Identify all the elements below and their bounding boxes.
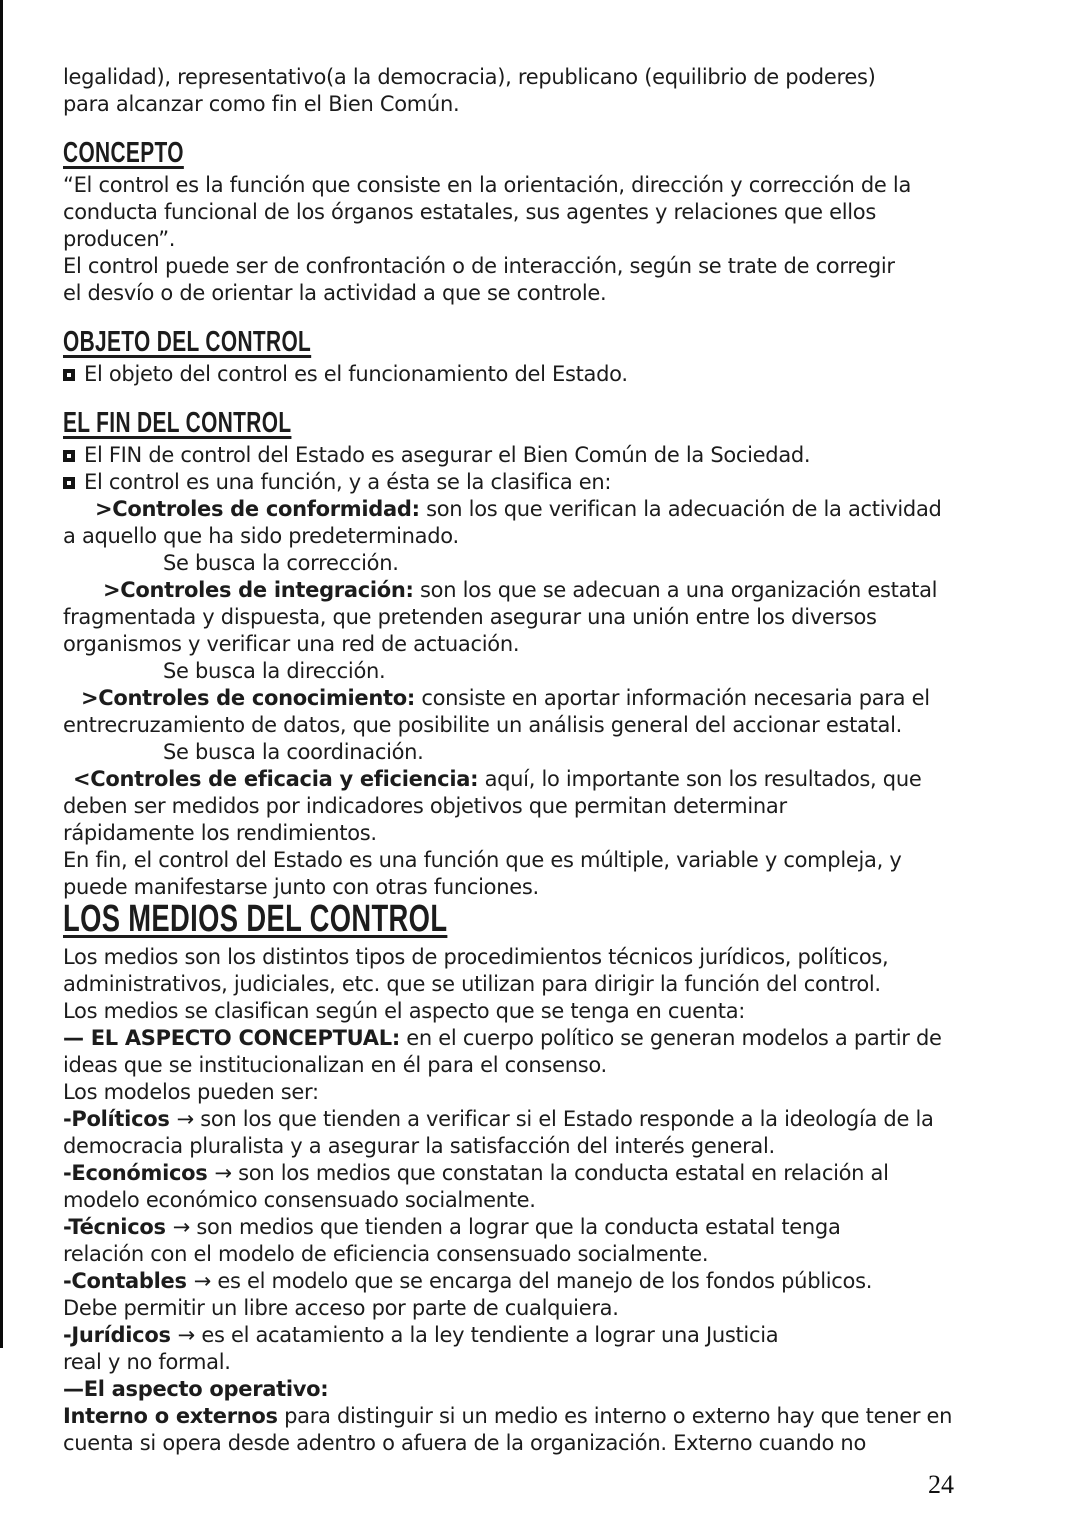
bold-text-segment: -Contables: [63, 1269, 194, 1293]
text-segment: aquí, lo importante son los resultados, que: [478, 767, 922, 791]
bold-text-segment: >Controles de integración:: [103, 578, 414, 602]
text-line: [63, 1403, 1030, 1430]
text-segment: a aquello que ha sido predeterminado.: [63, 524, 459, 548]
text-line: [103, 577, 1030, 604]
text-line: [63, 1052, 1030, 1079]
text-segment: son los que verifican la adecuación de la actividad: [419, 497, 942, 521]
text-line: [73, 766, 1030, 793]
text-line: [63, 874, 1030, 901]
text-line: [63, 1106, 1030, 1133]
section-heading-text: EL FIN DEL CONTROL: [63, 407, 292, 439]
text-line: [63, 998, 1030, 1025]
text-line: [63, 1430, 1030, 1457]
text-segment: “El control es la función que consiste en la orientación, dirección y corrección de la: [63, 173, 912, 197]
text-line: [63, 253, 1030, 280]
text-segment: fragmentada y dispuesta, que pretenden asegurar una unión entre los diversos: [63, 605, 877, 629]
text-line: [63, 91, 1030, 118]
section-heading: [63, 898, 1030, 944]
text-line: [63, 793, 1030, 820]
text-segment: El objeto del control es el funcionamiento del Estado.: [84, 362, 628, 386]
text-segment: El FIN de control del Estado es asegurar el Bien Común de la Sociedad.: [84, 443, 811, 467]
text-segment: consiste en aportar información necesaria para el: [414, 686, 930, 710]
text-line: [63, 172, 1030, 199]
text-segment: ideas que se institucionalizan en él para el consenso.: [63, 1053, 607, 1077]
paragraph-spacer: [63, 307, 1030, 327]
text-segment: legalidad), representativo(a la democracia), republicano (equilibrio de poderes): [63, 65, 876, 89]
section-heading: [63, 327, 1030, 361]
text-line: [63, 1160, 1030, 1187]
text-line: [63, 971, 1030, 998]
section-heading: [63, 138, 1030, 172]
text-line: [63, 1349, 1030, 1376]
section-heading-text: LOS MEDIOS DEL CONTROL: [63, 898, 448, 940]
section-heading: [63, 408, 1030, 442]
text-line: [63, 64, 1030, 91]
text-segment: el desvío o de orientar la actividad a que se controle.: [63, 281, 607, 305]
bold-text-segment: — EL ASPECTO CONCEPTUAL:: [63, 1026, 400, 1050]
text-segment: deben ser medidos por indicadores objetivos que permitan determinar: [63, 794, 787, 818]
text-segment: Debe permitir un libre acceso por parte de cualquiera.: [63, 1296, 619, 1320]
bullet-item: [63, 361, 1030, 388]
text-line: [63, 1079, 1030, 1106]
text-line: [63, 1133, 1030, 1160]
text-line: [63, 820, 1030, 847]
text-line: [63, 1187, 1030, 1214]
bold-text-segment: <Controles de eficacia y eficiencia:: [73, 767, 479, 791]
text-line: [63, 1025, 1030, 1052]
text-line: [81, 685, 1030, 712]
text-line: [63, 1241, 1030, 1268]
text-segment: → es el acatamiento a la ley tendiente a lograr una Justicia: [177, 1323, 779, 1347]
text-segment: modelo económico consensuado socialmente.: [63, 1188, 536, 1212]
bold-text-segment: >Controles de conformidad:: [95, 497, 420, 521]
text-segment: producen”.: [63, 227, 176, 251]
text-line: [63, 944, 1030, 971]
section-heading-text: OBJETO DEL CONTROL: [63, 326, 312, 358]
paragraph-spacer: [63, 118, 1030, 138]
bold-text-segment: -Económicos: [63, 1161, 215, 1185]
section-heading-text: CONCEPTO: [63, 137, 184, 169]
text-line: [63, 1268, 1030, 1295]
text-line: [63, 604, 1030, 631]
text-segment: para alcanzar como fin el Bien Común.: [63, 92, 460, 116]
text-line: [163, 739, 1030, 766]
text-line: [63, 712, 1030, 739]
bold-text-segment: Interno o externos: [63, 1404, 278, 1428]
text-line: [95, 496, 1030, 523]
text-segment: Se busca la corrección.: [163, 551, 399, 575]
text-segment: Se busca la coordinación.: [163, 740, 424, 764]
text-segment: en el cuerpo político se generan modelos a partir de: [399, 1026, 942, 1050]
square-bullet-icon: [63, 477, 75, 489]
text-segment: Se busca la dirección.: [163, 659, 386, 683]
text-segment: → son los que tienden a verificar si el Estado responde a la ideología de la: [176, 1107, 934, 1131]
content: [63, 64, 1030, 1457]
text-segment: Los modelos pueden ser:: [63, 1080, 319, 1104]
text-segment: → es el modelo que se encarga del manejo de los fondos públicos.: [193, 1269, 873, 1293]
text-segment: El control es una función, y a ésta se la clasifica en:: [84, 470, 612, 494]
text-line: [63, 199, 1030, 226]
text-segment: Los medios se clasifican según el aspecto que se tenga en cuenta:: [63, 999, 746, 1023]
bold-text-segment: -Políticos: [63, 1107, 177, 1131]
text-line: [163, 658, 1030, 685]
text-line: [63, 226, 1030, 253]
text-line: [163, 550, 1030, 577]
text-segment: para distinguir si un medio es interno o externo hay que tener en: [277, 1404, 953, 1428]
text-line: [63, 523, 1030, 550]
page-number: 24: [928, 1470, 954, 1499]
text-segment: relación con el modelo de eficiencia consensuado socialmente.: [63, 1242, 709, 1266]
text-line: [63, 280, 1030, 307]
text-segment: rápidamente los rendimientos.: [63, 821, 377, 845]
text-line: [63, 1214, 1030, 1241]
text-segment: puede manifestarse junto con otras funciones.: [63, 875, 539, 899]
bold-text-segment: —El aspecto operativo:: [63, 1377, 329, 1401]
text-segment: administrativos, judiciales, etc. que se utilizan para dirigir la función del control.: [63, 972, 881, 996]
square-bullet-icon: [63, 369, 75, 381]
text-segment: cuenta si opera desde adentro o afuera de la organización. Externo cuando no: [63, 1431, 866, 1455]
text-segment: → son medios que tienden a lograr que la conducta estatal tenga: [172, 1215, 841, 1239]
text-line: [63, 1376, 1030, 1403]
square-bullet-icon: [63, 450, 75, 462]
bold-text-segment: -Técnicos: [63, 1215, 173, 1239]
text-segment: organismos y verificar una red de actuación.: [63, 632, 520, 656]
bullet-item: [63, 442, 1030, 469]
text-line: [63, 1295, 1030, 1322]
text-segment: → son los medios que constatan la conducta estatal en relación al: [214, 1161, 889, 1185]
text-segment: real y no formal.: [63, 1350, 231, 1374]
text-line: [63, 847, 1030, 874]
bullet-item: [63, 469, 1030, 496]
text-line: [63, 1322, 1030, 1349]
text-segment: democracia pluralista y a asegurar la satisfacción del interés general.: [63, 1134, 775, 1158]
bold-text-segment: >Controles de conocimiento:: [81, 686, 415, 710]
bold-text-segment: -Jurídicos: [63, 1323, 178, 1347]
text-segment: entrecruzamiento de datos, que posibilite un análisis general del accionar estatal.: [63, 713, 903, 737]
text-segment: Los medios son los distintos tipos de procedimientos técnicos jurídicos, políticos,: [63, 945, 889, 969]
text-line: [63, 631, 1030, 658]
paragraph-spacer: [63, 388, 1030, 408]
text-segment: En fin, el control del Estado es una función que es múltiple, variable y compleja, y: [63, 848, 902, 872]
text-segment: conducta funcional de los órganos estatales, sus agentes y relaciones que ellos: [63, 200, 876, 224]
text-segment: El control puede ser de confrontación o de interacción, según se trate de corregir: [63, 254, 895, 278]
text-segment: son los que se adecuan a una organización estatal: [413, 578, 938, 602]
